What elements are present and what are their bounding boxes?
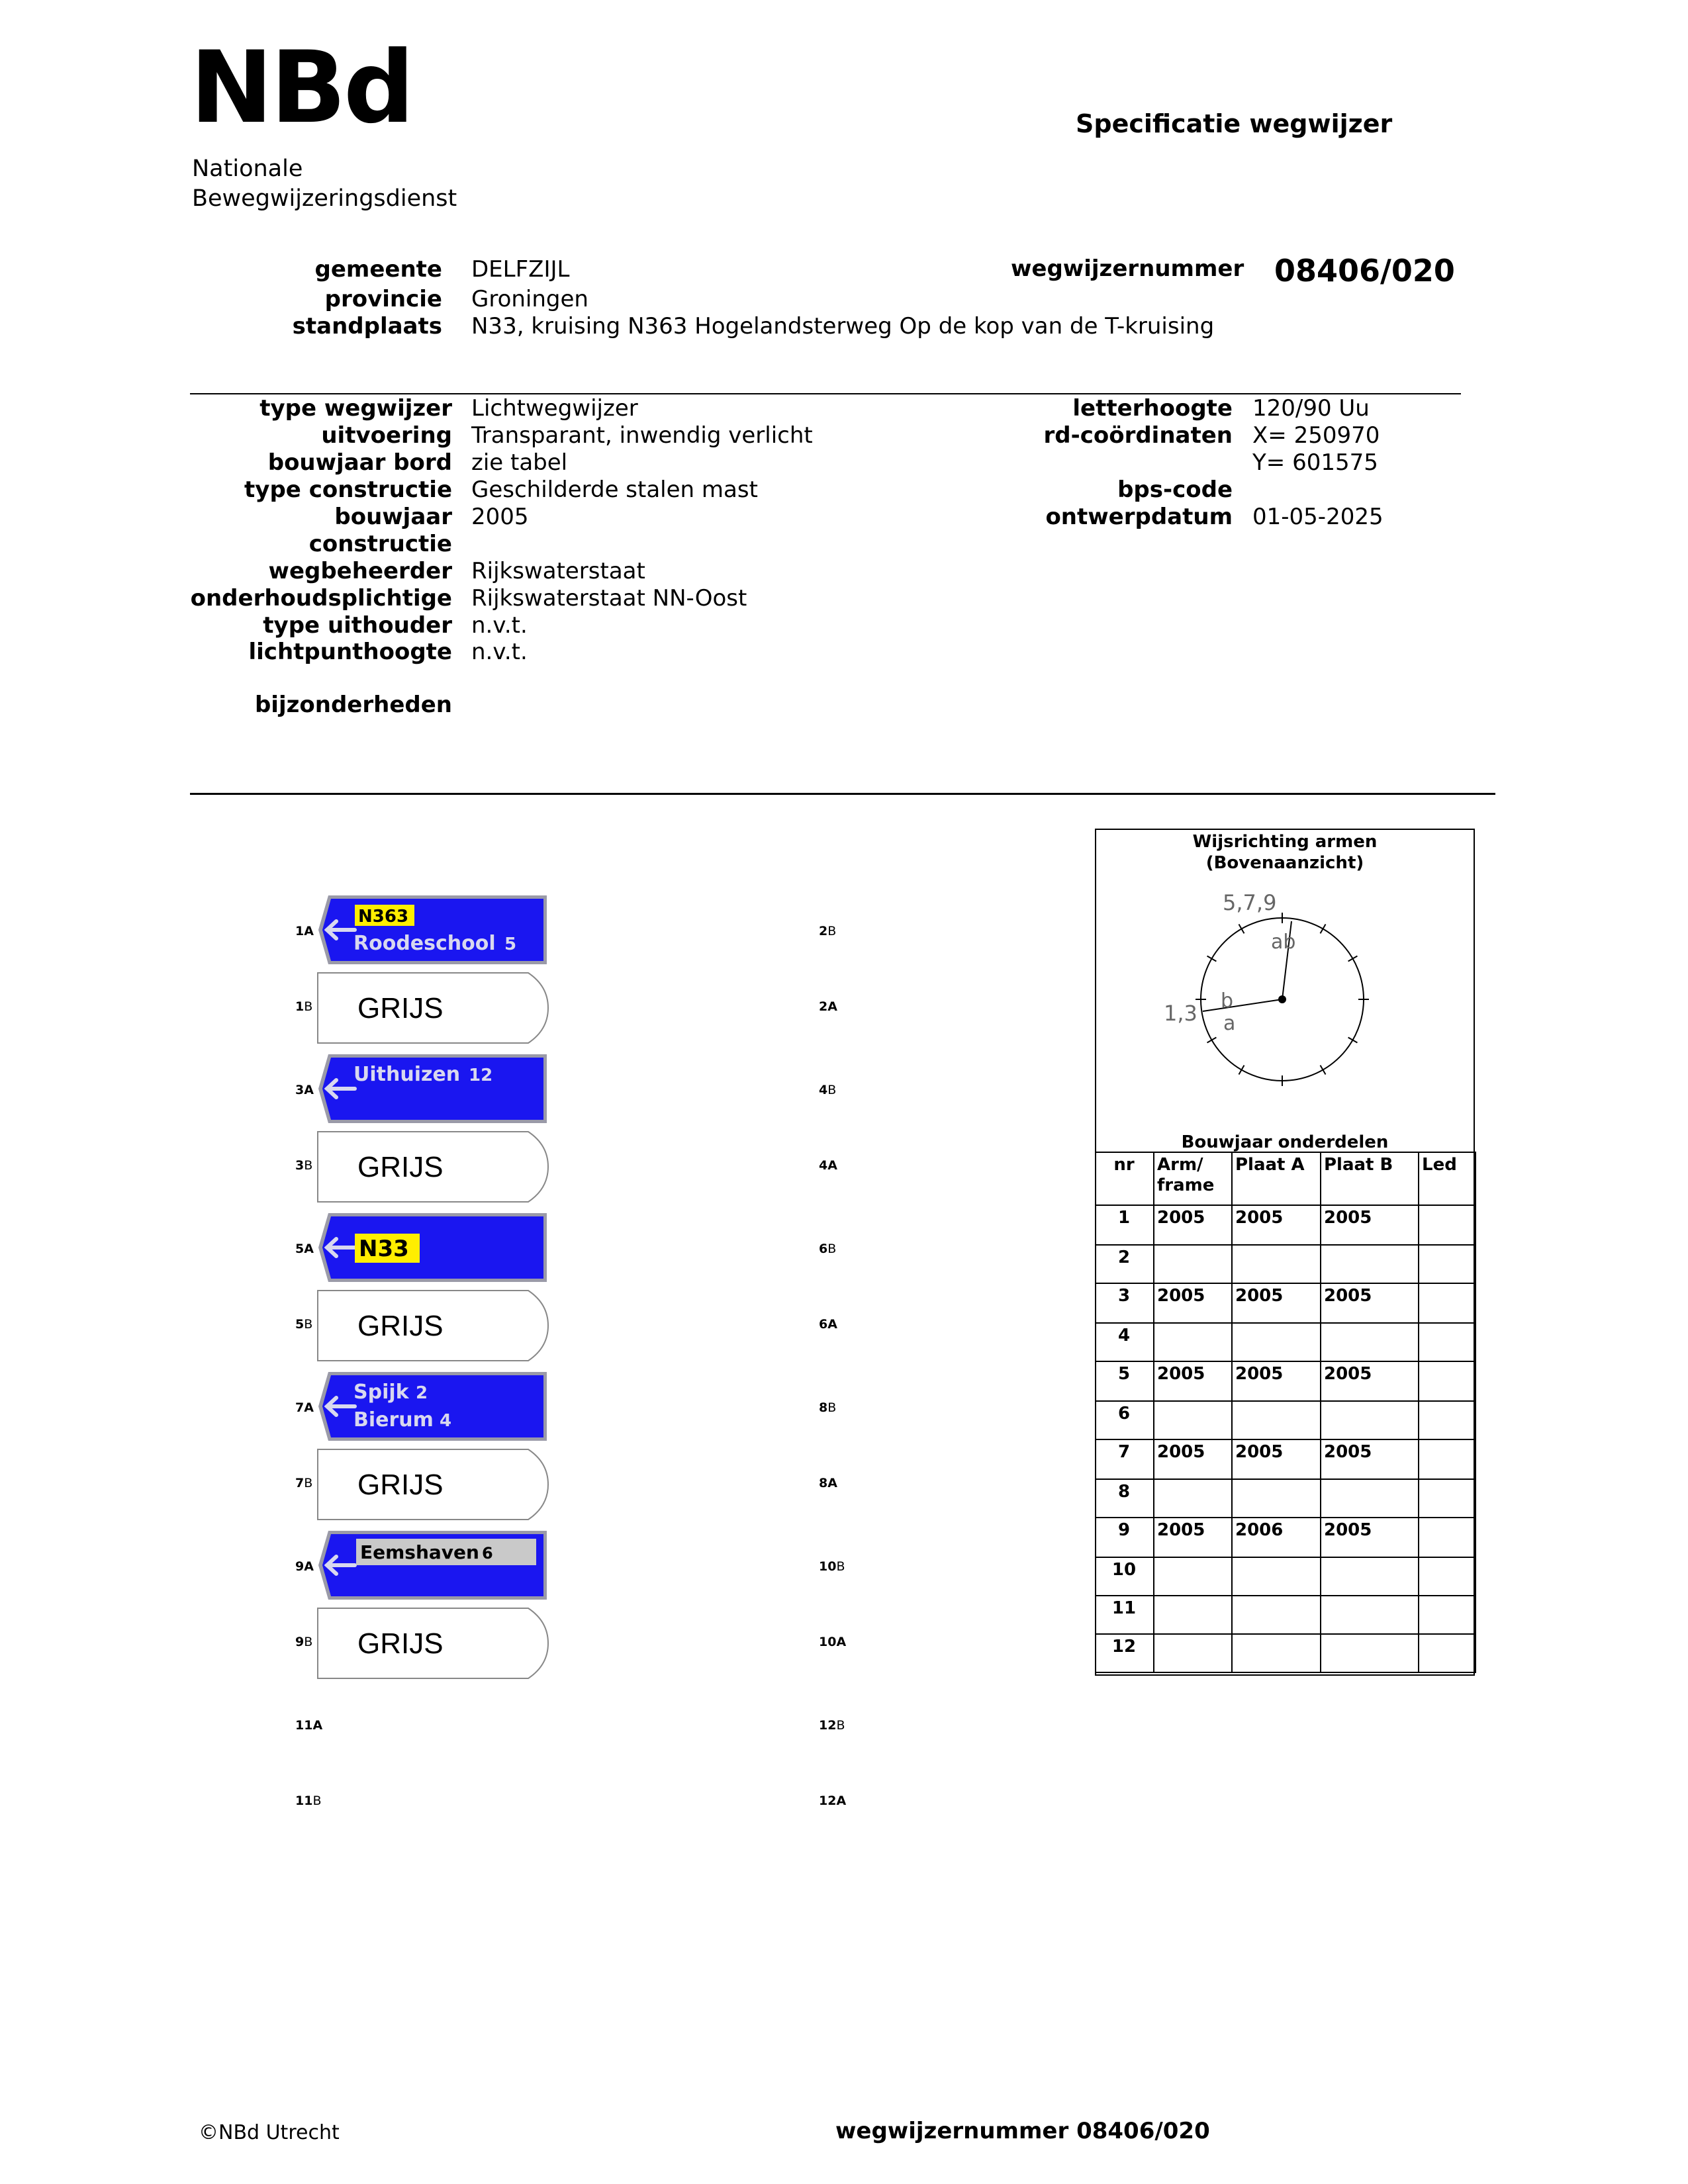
label-number: 6 xyxy=(819,1242,828,1256)
label-number: 7 xyxy=(295,1400,305,1415)
grijs-text-1b: GRIJS xyxy=(357,992,444,1024)
distance-eemshaven: 6 xyxy=(482,1544,493,1563)
dial-tick xyxy=(1321,1066,1326,1075)
distance-spijk: 2 xyxy=(416,1383,428,1403)
lichtpunthoogte-value: n.v.t. xyxy=(471,639,528,665)
dial-mark-b: b xyxy=(1221,989,1234,1013)
grijs-text-9b: GRIJS xyxy=(357,1627,444,1660)
destination-bierum: Bierum xyxy=(353,1408,434,1432)
right-label-8 xyxy=(819,1561,845,1573)
logo-line-1: Nationale xyxy=(192,156,303,182)
table-row xyxy=(1096,1479,1476,1518)
label-suffix: B xyxy=(312,1794,322,1808)
bijzonderheden-label: bijzonderheden xyxy=(254,692,452,718)
label-number: 2 xyxy=(819,999,828,1014)
cell-plaat-a xyxy=(1232,1245,1321,1283)
label-suffix: B xyxy=(827,924,837,938)
destination-eemshaven: Eemshaven xyxy=(360,1541,479,1563)
cell-nr: 5 xyxy=(1096,1361,1154,1401)
panel-subtitle: (Bovenaanzicht) xyxy=(1205,853,1364,873)
gemeente-label: gemeente xyxy=(314,256,442,283)
table-row xyxy=(1096,1634,1476,1672)
label-suffix: B xyxy=(304,999,313,1014)
bouwjaar-constructie-label-1: bouwjaar xyxy=(334,504,452,530)
label-suffix: B xyxy=(827,1400,837,1415)
cell-arm-frame xyxy=(1154,1479,1232,1518)
sign-5b xyxy=(316,1289,549,1362)
type-wegwijzer-value: Lichtwegwijzer xyxy=(471,395,638,422)
label-number: 1 xyxy=(295,924,305,938)
table-row xyxy=(1096,1518,1476,1557)
cell-plaat-b xyxy=(1321,1634,1419,1672)
label-number: 4 xyxy=(819,1083,828,1097)
right-label-10 xyxy=(819,1719,845,1732)
cell-plaat-b xyxy=(1321,1323,1419,1361)
ontwerpdatum-label: ontwerpdatum xyxy=(1045,504,1233,530)
cell-led xyxy=(1419,1439,1476,1479)
cell-arm-frame: 2005 xyxy=(1154,1361,1232,1401)
cell-plaat-b: 2005 xyxy=(1321,1518,1419,1557)
provincie-value: Groningen xyxy=(471,286,588,312)
label-suffix: B xyxy=(836,1559,845,1574)
left-label-1 xyxy=(295,1001,312,1013)
cell-arm-frame: 2005 xyxy=(1154,1283,1232,1323)
cell-plaat-a: 2006 xyxy=(1232,1518,1321,1557)
cell-plaat-a: 2005 xyxy=(1232,1439,1321,1479)
grijs-text-3b: GRIJS xyxy=(357,1151,444,1183)
cell-led xyxy=(1419,1479,1476,1518)
label-number: 9 xyxy=(295,1559,305,1574)
dial-label-top: 5,7,9 xyxy=(1223,890,1277,915)
cell-plaat-b: 2005 xyxy=(1321,1283,1419,1323)
label-suffix: A xyxy=(836,1635,847,1649)
cell-nr: 2 xyxy=(1096,1245,1154,1283)
label-number: 5 xyxy=(295,1242,305,1256)
cell-arm-frame: 2005 xyxy=(1154,1518,1232,1557)
type-uithouder-value: n.v.t. xyxy=(471,612,528,639)
direction-dial xyxy=(1095,874,1475,1138)
bouwjaar-table xyxy=(1095,1152,1476,1673)
cell-led xyxy=(1419,1596,1476,1634)
right-label-2 xyxy=(819,1084,836,1097)
standplaats-label: standplaats xyxy=(292,313,442,340)
cell-led xyxy=(1419,1401,1476,1439)
letterhoogte-value: 120/90 Uu xyxy=(1252,395,1370,422)
cell-plaat-a xyxy=(1232,1634,1321,1672)
col-plaat-b: Plaat B xyxy=(1321,1152,1419,1205)
label-number: 8 xyxy=(819,1476,828,1490)
destination-uithuizen: Uithuizen xyxy=(353,1063,461,1086)
label-number: 6 xyxy=(819,1317,828,1332)
divider-top xyxy=(190,393,1461,394)
dial-tick xyxy=(1207,956,1217,962)
label-number: 5 xyxy=(295,1317,305,1332)
right-label-7 xyxy=(819,1477,837,1490)
sign-9b xyxy=(316,1607,549,1680)
dial-tick xyxy=(1348,956,1358,962)
cell-plaat-b xyxy=(1321,1557,1419,1596)
cell-nr: 10 xyxy=(1096,1557,1154,1596)
cell-plaat-b xyxy=(1321,1245,1419,1283)
cell-led xyxy=(1419,1518,1476,1557)
right-label-9 xyxy=(819,1636,846,1649)
label-suffix: A xyxy=(827,1476,837,1490)
cell-nr: 11 xyxy=(1096,1596,1154,1634)
col-nr: nr xyxy=(1096,1152,1154,1205)
label-suffix: A xyxy=(827,1158,837,1173)
bouwjaar-constructie-value: 2005 xyxy=(471,504,529,530)
uitvoering-label: uitvoering xyxy=(321,422,452,449)
table-row xyxy=(1096,1439,1476,1479)
left-label-0 xyxy=(295,925,314,938)
label-suffix: B xyxy=(304,1635,313,1649)
label-number: 7 xyxy=(295,1476,305,1490)
destination-spijk: Spijk xyxy=(353,1381,409,1404)
type-constructie-label: type constructie xyxy=(244,477,452,503)
bouwjaar-bord-value: zie tabel xyxy=(471,449,568,476)
standplaats-value: N33, kruising N363 Hogelandsterweg Op de kop van de T-kruising xyxy=(471,313,1215,340)
cell-arm-frame xyxy=(1154,1245,1232,1283)
document-title: Specificatie wegwijzer xyxy=(1076,109,1393,138)
label-number: 9 xyxy=(295,1635,305,1649)
label-suffix: A xyxy=(304,1242,314,1256)
cell-nr: 4 xyxy=(1096,1323,1154,1361)
label-suffix: B xyxy=(836,1718,845,1733)
table-row xyxy=(1096,1205,1476,1245)
rd-y-value: Y= 601575 xyxy=(1252,449,1378,476)
label-suffix: B xyxy=(304,1317,313,1332)
right-label-6 xyxy=(819,1402,836,1414)
sign-7a xyxy=(316,1370,549,1443)
cell-nr: 8 xyxy=(1096,1479,1154,1518)
cell-nr: 12 xyxy=(1096,1634,1154,1672)
cell-plaat-b: 2005 xyxy=(1321,1439,1419,1479)
left-label-8 xyxy=(295,1561,314,1573)
cell-plaat-a: 2005 xyxy=(1232,1283,1321,1323)
table-title: Bouwjaar onderdelen xyxy=(1181,1132,1389,1152)
table-row xyxy=(1096,1283,1476,1323)
table-row xyxy=(1096,1596,1476,1634)
sign-3a xyxy=(316,1052,549,1125)
dial-tick xyxy=(1348,1038,1358,1043)
grijs-text-5b: GRIJS xyxy=(357,1310,444,1342)
panel-title: Wijsrichting armen xyxy=(1192,832,1378,852)
cell-arm-frame xyxy=(1154,1323,1232,1361)
left-label-4 xyxy=(295,1243,314,1255)
table-row xyxy=(1096,1401,1476,1439)
label-number: 12 xyxy=(819,1718,837,1733)
distance-bierum: 4 xyxy=(440,1411,452,1431)
footer-wegwijzernummer: wegwijzernummer 08406/020 xyxy=(835,2118,1210,2144)
uitvoering-value: Transparant, inwendig verlicht xyxy=(471,422,813,449)
wegbeheerder-label: wegbeheerder xyxy=(268,558,452,584)
rd-x-value: X= 250970 xyxy=(1252,422,1380,449)
onderhoudsplichtige-label: onderhoudsplichtige xyxy=(190,585,452,612)
cell-arm-frame xyxy=(1154,1634,1232,1672)
right-label-1 xyxy=(819,1001,837,1013)
gemeente-value: DELFZIJL xyxy=(471,256,570,283)
label-suffix: B xyxy=(304,1158,313,1173)
left-label-9 xyxy=(295,1636,312,1649)
cell-plaat-a xyxy=(1232,1323,1321,1361)
cell-nr: 3 xyxy=(1096,1283,1154,1323)
sign-7b xyxy=(316,1448,549,1521)
left-label-5 xyxy=(295,1318,312,1331)
label-number: 10 xyxy=(819,1635,837,1649)
cell-plaat-a: 2005 xyxy=(1232,1205,1321,1245)
left-label-7 xyxy=(295,1477,312,1490)
label-suffix: B xyxy=(827,1242,837,1256)
label-suffix: A xyxy=(827,1317,837,1332)
cell-arm-frame xyxy=(1154,1557,1232,1596)
cell-led xyxy=(1419,1634,1476,1672)
ontwerpdatum-value: 01-05-2025 xyxy=(1252,504,1383,530)
right-label-3 xyxy=(819,1160,837,1172)
cell-plaat-b: 2005 xyxy=(1321,1361,1419,1401)
cell-plaat-b: 2005 xyxy=(1321,1205,1419,1245)
dial-tick xyxy=(1239,1066,1244,1075)
dial-tick xyxy=(1207,1038,1217,1043)
table-row xyxy=(1096,1245,1476,1283)
table-row xyxy=(1096,1361,1476,1401)
sign-3b xyxy=(316,1130,549,1203)
cell-nr: 1 xyxy=(1096,1205,1154,1245)
table-row xyxy=(1096,1323,1476,1361)
cell-plaat-a xyxy=(1232,1479,1321,1518)
sign-5a xyxy=(316,1211,549,1284)
cell-plaat-a xyxy=(1232,1557,1321,1596)
bouwjaar-bord-label: bouwjaar bord xyxy=(267,449,452,476)
cell-plaat-a xyxy=(1232,1596,1321,1634)
label-number: 11 xyxy=(295,1718,313,1733)
dial-tick xyxy=(1239,925,1244,934)
table-header-row xyxy=(1096,1152,1476,1205)
cell-led xyxy=(1419,1245,1476,1283)
destination-roodeschool: Roodeschool xyxy=(353,932,496,955)
left-label-10 xyxy=(295,1719,322,1732)
label-number: 11 xyxy=(295,1794,313,1808)
cell-led xyxy=(1419,1283,1476,1323)
cell-arm-frame xyxy=(1154,1596,1232,1634)
table-row xyxy=(1096,1557,1476,1596)
distance-uithuizen: 12 xyxy=(469,1066,493,1085)
cell-plaat-a: 2005 xyxy=(1232,1361,1321,1401)
left-label-6 xyxy=(295,1402,314,1414)
cell-plaat-b xyxy=(1321,1401,1419,1439)
right-label-5 xyxy=(819,1318,837,1331)
sign-1b xyxy=(316,972,549,1044)
wegwijzernummer-label: wegwijzernummer xyxy=(1011,255,1244,282)
label-suffix: A xyxy=(304,1559,314,1574)
label-suffix: A xyxy=(312,1718,323,1733)
dial-mark-ab: ab xyxy=(1271,931,1296,954)
cell-nr: 7 xyxy=(1096,1439,1154,1479)
letterhoogte-label: letterhoogte xyxy=(1072,395,1233,422)
label-number: 1 xyxy=(295,999,305,1014)
label-suffix: A xyxy=(304,924,314,938)
cell-led xyxy=(1419,1205,1476,1245)
dial-mark-a: a xyxy=(1223,1012,1236,1035)
rd-coordinaten-label: rd-coördinaten xyxy=(1043,422,1233,449)
label-number: 10 xyxy=(819,1559,837,1574)
type-constructie-value: Geschilderde stalen mast xyxy=(471,477,758,503)
cell-arm-frame: 2005 xyxy=(1154,1439,1232,1479)
footer-copyright: ©NBd Utrecht xyxy=(199,2121,340,2144)
route-n363-text: N363 xyxy=(358,907,409,927)
distance-roodeschool: 5 xyxy=(504,934,517,954)
cell-arm-frame: 2005 xyxy=(1154,1205,1232,1245)
label-suffix: A xyxy=(836,1794,847,1808)
wegwijzernummer-value: 08406/020 xyxy=(1274,253,1455,289)
col-plaat-a: Plaat A xyxy=(1232,1152,1321,1205)
bps-code-label: bps-code xyxy=(1117,477,1233,503)
cell-plaat-b xyxy=(1321,1479,1419,1518)
label-suffix: B xyxy=(827,1083,837,1097)
sign-1a xyxy=(316,893,549,966)
label-suffix: A xyxy=(827,999,837,1014)
lichtpunthoogte-label: lichtpunthoogte xyxy=(248,639,452,665)
route-n33-text: N33 xyxy=(359,1236,409,1262)
wegbeheerder-value: Rijkswaterstaat xyxy=(471,558,645,584)
cell-led xyxy=(1419,1557,1476,1596)
label-suffix: B xyxy=(304,1476,313,1490)
col-led: Led xyxy=(1419,1152,1476,1205)
onderhoudsplichtige-value: Rijkswaterstaat NN-Oost xyxy=(471,585,747,612)
provincie-label: provincie xyxy=(324,286,442,312)
left-label-2 xyxy=(295,1084,314,1097)
label-number: 3 xyxy=(295,1083,305,1097)
cell-arm-frame xyxy=(1154,1401,1232,1439)
cell-led xyxy=(1419,1361,1476,1401)
bouwjaar-constructie-label-2: constructie xyxy=(308,531,452,557)
label-number: 4 xyxy=(819,1158,828,1173)
dial-tick xyxy=(1321,925,1326,934)
sign-9a xyxy=(316,1529,549,1602)
right-label-11 xyxy=(819,1795,846,1807)
grijs-text-7b: GRIJS xyxy=(357,1469,444,1501)
col-arm-frame: Arm/ frame xyxy=(1154,1152,1232,1205)
cell-plaat-b xyxy=(1321,1596,1419,1634)
label-number: 8 xyxy=(819,1400,828,1415)
cell-plaat-a xyxy=(1232,1401,1321,1439)
nbd-logo: NBd xyxy=(190,30,412,146)
label-number: 12 xyxy=(819,1794,837,1808)
type-wegwijzer-label: type wegwijzer xyxy=(259,395,452,422)
right-label-0 xyxy=(819,925,836,938)
dial-label-left: 1,3 xyxy=(1164,1001,1197,1026)
label-suffix: A xyxy=(304,1400,314,1415)
divider-bottom xyxy=(190,793,1495,795)
left-label-11 xyxy=(295,1795,322,1807)
type-uithouder-label: type uithouder xyxy=(263,612,452,639)
logo-line-2: Bewegwijzeringsdienst xyxy=(192,185,457,212)
cell-nr: 9 xyxy=(1096,1518,1154,1557)
cell-nr: 6 xyxy=(1096,1401,1154,1439)
right-label-4 xyxy=(819,1243,836,1255)
label-suffix: A xyxy=(304,1083,314,1097)
label-number: 3 xyxy=(295,1158,305,1173)
label-number: 2 xyxy=(819,924,828,938)
cell-led xyxy=(1419,1323,1476,1361)
left-label-3 xyxy=(295,1160,312,1172)
